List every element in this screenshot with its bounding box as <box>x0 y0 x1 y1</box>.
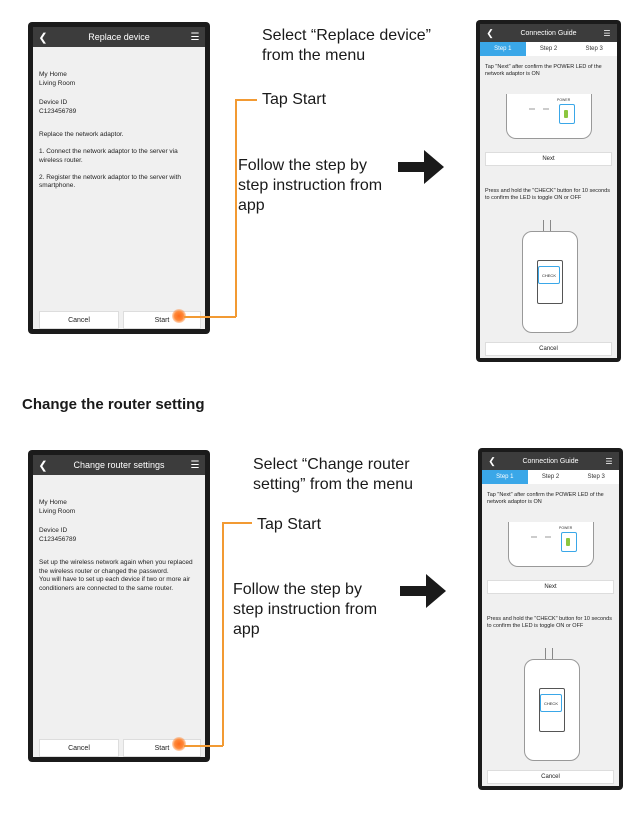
instruction-check-button: Press and hold the "CHECK" button for 10 seconds to confirm the LED is toggle ON or OFF <box>487 616 612 629</box>
cancel-button[interactable]: Cancel <box>487 770 614 784</box>
phone-screen <box>482 452 619 786</box>
app-top-bar <box>480 24 617 42</box>
back-arrow-icon[interactable]: ❮ <box>38 31 48 44</box>
leader-line <box>235 99 237 317</box>
description-text: Replace the network adaptor. 1. Connect the network adaptor to the server via wireless router. 2. Register the network adaptor to the server with smartphone. <box>39 131 181 189</box>
app-top-bar <box>33 27 205 47</box>
right-arrow-icon <box>398 150 446 184</box>
network-adaptor-front <box>524 659 580 761</box>
app-top-bar <box>33 455 205 475</box>
instruction-check-button: Press and hold the "CHECK" button for 10 seconds to confirm the LED is toggle ON or OFF <box>485 188 610 201</box>
device-id-label: Device ID C123456789 <box>39 99 77 115</box>
cancel-button[interactable]: Cancel <box>485 342 612 356</box>
screen-title: Connection Guide <box>522 457 579 465</box>
right-arrow-icon <box>400 574 448 608</box>
follow-instruction: Follow the step by step instruction from app <box>238 157 383 214</box>
tab-step-1[interactable]: Step 1 <box>480 42 526 56</box>
hamburger-menu-icon[interactable]: ☰ <box>605 456 613 466</box>
leader-line <box>222 522 252 524</box>
phone-connection-guide <box>476 20 621 362</box>
power-led-label: POWER <box>557 98 571 102</box>
tab-step-3[interactable]: Step 3 <box>587 474 605 480</box>
home-label: My Home Living Room <box>39 499 76 515</box>
network-adaptor-top <box>506 94 592 139</box>
power-led <box>564 110 568 118</box>
next-button[interactable]: Next <box>487 580 614 594</box>
check-button-highlight <box>540 694 562 712</box>
tap-start-instruction: Tap Start <box>257 516 322 533</box>
tap-indicator <box>172 737 186 751</box>
start-button[interactable]: Start <box>123 311 201 329</box>
leader-line <box>235 99 257 101</box>
power-led <box>566 538 570 546</box>
instruction-power-led: Tap "Next" after confirm the POWER LED of the network adaptor is ON <box>487 492 604 505</box>
description-text: Set up the wireless network again when you replaced the wireless router or changed the password. You will have to set up each device if two or more air conditioners are connected to the same router. <box>39 559 193 592</box>
network-adaptor-front <box>522 231 578 333</box>
section-heading: Change the router setting <box>22 396 205 413</box>
led-indicator <box>543 108 549 110</box>
leader-line <box>222 522 224 746</box>
led-indicator <box>531 536 537 538</box>
tab-step-3[interactable]: Step 3 <box>585 46 603 52</box>
home-label: My Home Living Room <box>39 71 76 87</box>
back-arrow-icon[interactable]: ❮ <box>38 459 48 472</box>
select-instruction: Select “Replace device” from the menu <box>262 27 431 64</box>
start-button[interactable]: Start <box>123 739 201 757</box>
network-adaptor-top <box>508 522 594 567</box>
select-instruction: Select “Change router setting” from the menu <box>253 456 414 493</box>
phone-replace-device <box>28 22 210 334</box>
check-button-highlight <box>538 266 560 284</box>
check-button-label: CHECK <box>541 272 556 278</box>
screen-title: Connection Guide <box>520 29 577 37</box>
app-top-bar <box>482 452 619 470</box>
hamburger-menu-icon[interactable]: ☰ <box>603 28 611 38</box>
phone-screen <box>33 27 205 329</box>
leader-line <box>184 745 223 747</box>
back-arrow-icon[interactable]: ❮ <box>488 455 496 466</box>
instruction-power-led: Tap "Next" after confirm the POWER LED of the network adaptor is ON <box>485 64 602 77</box>
next-button[interactable]: Next <box>485 152 612 166</box>
tab-step-1[interactable]: Step 1 <box>482 470 528 484</box>
step-tabs <box>482 470 619 484</box>
screen-title: Replace device <box>88 32 150 42</box>
phone-screen <box>480 24 617 358</box>
leader-line <box>184 316 236 318</box>
phone-change-router <box>28 450 210 762</box>
tab-step-2[interactable]: Step 2 <box>539 46 558 52</box>
cancel-button[interactable]: Cancel <box>39 311 119 329</box>
device-id-label: Device ID C123456789 <box>39 527 77 543</box>
power-led-label: POWER <box>559 526 573 530</box>
hamburger-menu-icon[interactable]: ☰ <box>190 459 200 471</box>
check-button-label: CHECK <box>543 700 558 706</box>
led-indicator <box>545 536 551 538</box>
step-tabs <box>480 42 617 56</box>
follow-instruction: Follow the step by step instruction from app <box>233 581 378 638</box>
phone-connection-guide <box>478 448 623 790</box>
tab-step-2[interactable]: Step 2 <box>541 474 560 480</box>
led-indicator <box>529 108 535 110</box>
hamburger-menu-icon[interactable]: ☰ <box>190 31 200 43</box>
tap-start-instruction: Tap Start <box>262 91 327 108</box>
back-arrow-icon[interactable]: ❮ <box>486 27 494 38</box>
phone-screen <box>33 455 205 757</box>
cancel-button[interactable]: Cancel <box>39 739 119 757</box>
screen-title: Change router settings <box>73 460 165 470</box>
